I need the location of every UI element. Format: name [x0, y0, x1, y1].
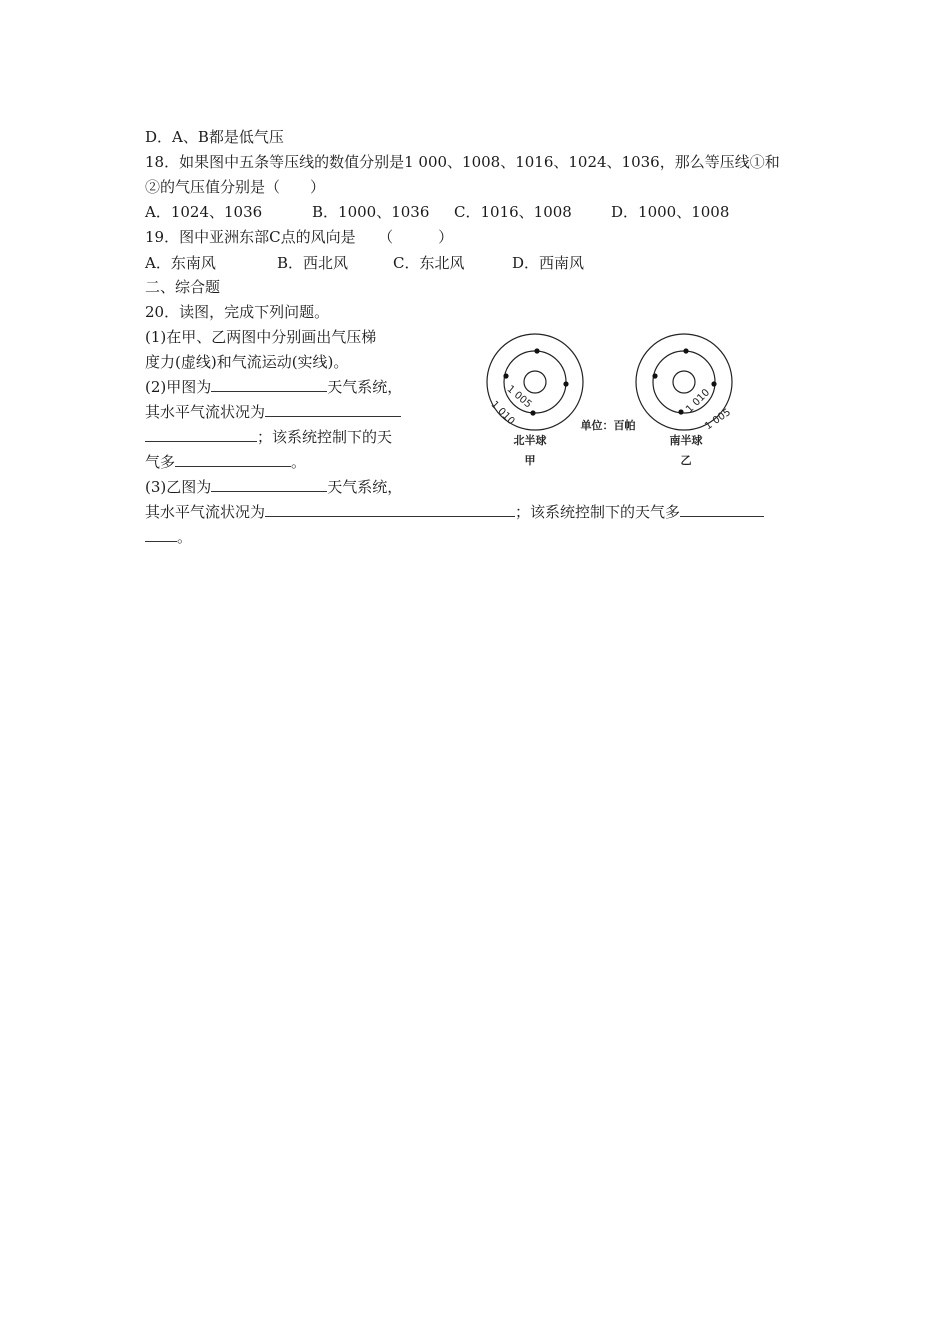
q20-part3-line3	[145, 527, 192, 547]
q17-option-d: D．A、B都是低气压	[145, 128, 284, 146]
q20-part3-period: 。	[177, 528, 193, 546]
q18-stem-line2: ②的气压值分别是（ ）	[145, 178, 326, 196]
q19-stem: 19．图中亚洲东部C点的风向是 （ ）	[145, 228, 454, 246]
point-marker	[563, 381, 568, 386]
answer-blank-jia-weather[interactable]	[175, 452, 291, 467]
q20-title: 20．读图，完成下列问题。	[145, 303, 330, 321]
q20-part2-line1	[145, 377, 402, 397]
q19-option-d: D．西南风	[512, 254, 585, 272]
answer-blank-yi-weather-cont[interactable]	[145, 527, 177, 542]
inner-isobar	[653, 351, 715, 416]
point-marker	[503, 373, 508, 378]
inner-isobar	[504, 351, 566, 413]
section-two-heading: 二、综合题	[145, 278, 221, 296]
q20-part2-control-label: ；该系统控制下的天	[257, 428, 393, 446]
q19-option-b: B．西北风	[277, 254, 349, 272]
answer-blank-jia-flow[interactable]	[265, 402, 401, 417]
q20-part2-line4	[145, 452, 306, 472]
isobar-label-inner: 1 005	[504, 383, 534, 411]
point-marker	[534, 348, 539, 353]
q20-part2-prefix: (2)甲图为	[145, 378, 212, 396]
isobar-label-outer: 1 005	[703, 406, 733, 433]
q18-option-d: D．1000、1008	[611, 203, 730, 221]
q19-option-c: C．东北风	[393, 254, 465, 272]
answer-blank-yi-flow[interactable]	[265, 502, 515, 517]
q20-part1-line2: 度力(虚线)和气流运动(实线)。	[145, 353, 349, 371]
q20-part2-suffix: 天气系统，	[327, 378, 403, 396]
q18-option-b: B．1000、1036	[312, 203, 430, 221]
q20-part3-flow-label: 其水平气流状况为	[145, 503, 266, 521]
point-marker	[683, 348, 688, 353]
isobar-label-inner: 1 010	[684, 387, 713, 416]
unit-label: 单位：百帕	[580, 419, 636, 432]
point-marker	[678, 409, 683, 414]
answer-blank-yi-system[interactable]	[211, 477, 327, 492]
hemisphere-label: 南半球	[669, 434, 703, 447]
answer-blank-yi-weather[interactable]	[680, 502, 764, 517]
diagram-jia	[487, 334, 583, 467]
q20-part3-line2	[145, 502, 764, 522]
isobar-label-outer: 1 010	[488, 399, 517, 428]
answer-blank-jia-flow-cont[interactable]	[145, 427, 257, 442]
q18-option-c: C．1016、1008	[454, 203, 572, 221]
q20-part1-line1: (1)在甲、乙两图中分别画出气压梯	[145, 328, 377, 346]
q20-part3-prefix: (3)乙图为	[145, 478, 212, 496]
q19-option-a: A．东南风	[145, 254, 216, 272]
isobar-figure	[480, 328, 740, 478]
q20-part2-line3	[145, 427, 392, 447]
diagram-name: 乙	[680, 454, 692, 467]
diagram-name: 甲	[524, 454, 536, 467]
center-isobar	[673, 371, 695, 393]
q20-part3-suffix: 天气系统，	[327, 478, 403, 496]
q18-stem-line1: 18．如果图中五条等压线的数值分别是1 000、1008、1016、1024、1036，那么等压线①和	[145, 153, 780, 171]
center-isobar	[524, 371, 546, 393]
q20-part2-line2	[145, 402, 401, 422]
point-marker	[652, 373, 657, 378]
point-marker	[530, 410, 535, 415]
q20-part2-weather-label: 气多	[145, 453, 176, 471]
diagram-yi	[636, 334, 733, 467]
answer-blank-jia-system[interactable]	[211, 377, 327, 392]
q18-option-a: A．1024、1036	[145, 203, 263, 221]
q20-part2-flow-label: 其水平气流状况为	[145, 403, 266, 421]
q20-part2-period: 。	[291, 453, 307, 471]
point-marker	[711, 381, 716, 386]
q20-part3-control-label: ；该系统控制下的天气多	[515, 503, 681, 521]
q20-part3-line1	[145, 477, 402, 497]
hemisphere-label: 北半球	[513, 434, 547, 447]
